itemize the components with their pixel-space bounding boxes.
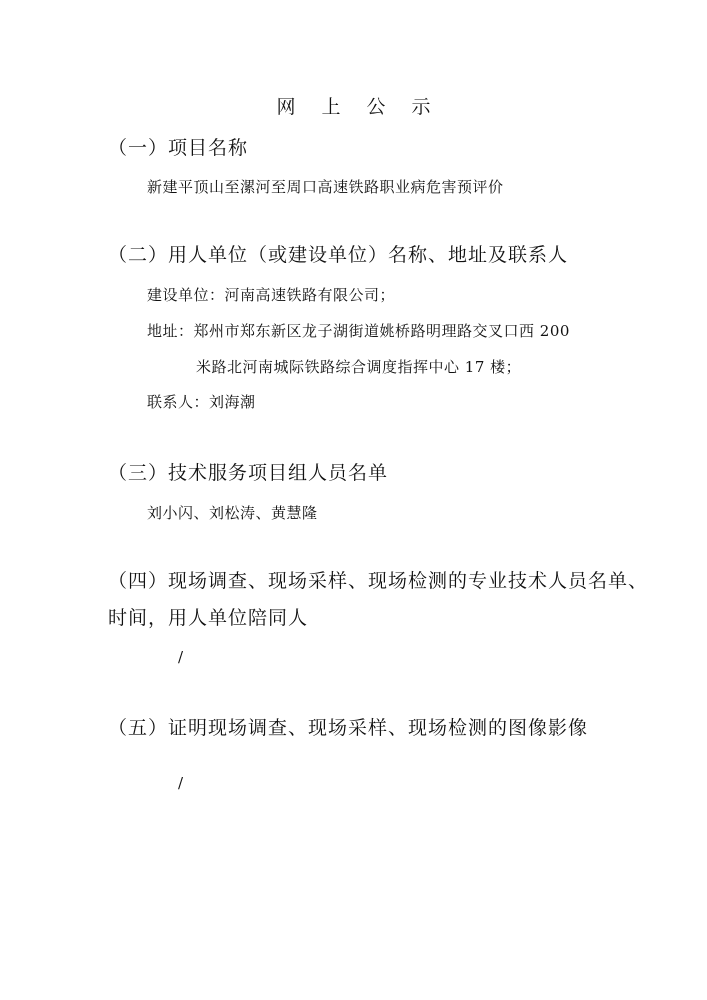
section-4-heading-cont: 时间，用人单位陪同人 xyxy=(108,607,309,629)
section-4-heading: （四）现场调查、现场采样、现场检测的专业技术人员名单、 xyxy=(108,570,649,592)
contact-person: 联系人：刘海潮 xyxy=(147,393,256,411)
section-5-heading: （五）证明现场调查、现场采样、现场检测的图像影像 xyxy=(108,717,589,739)
team-members: 刘小闪、刘松涛、黄慧隆 xyxy=(147,504,318,522)
section-4-value: / xyxy=(178,648,184,666)
section-5-value: / xyxy=(178,774,184,792)
section-1-heading: （一）项目名称 xyxy=(108,137,249,159)
address-line-2: 米路北河南城际铁路综合调度指挥中心 17 楼； xyxy=(196,358,522,376)
construction-unit: 建设单位：河南高速铁路有限公司； xyxy=(147,286,396,304)
section-2-heading: （二）用人单位（或建设单位）名称、地址及联系人 xyxy=(108,244,569,266)
project-name: 新建平顶山至漯河至周口高速铁路职业病危害预评价 xyxy=(147,178,504,196)
address-line-1: 地址：郑州市郑东新区龙子湖街道姚桥路明理路交叉口西 200 xyxy=(147,322,570,340)
page-title: 网 上 公 示 xyxy=(276,96,441,118)
section-3-heading: （三）技术服务项目组人员名单 xyxy=(108,462,389,484)
